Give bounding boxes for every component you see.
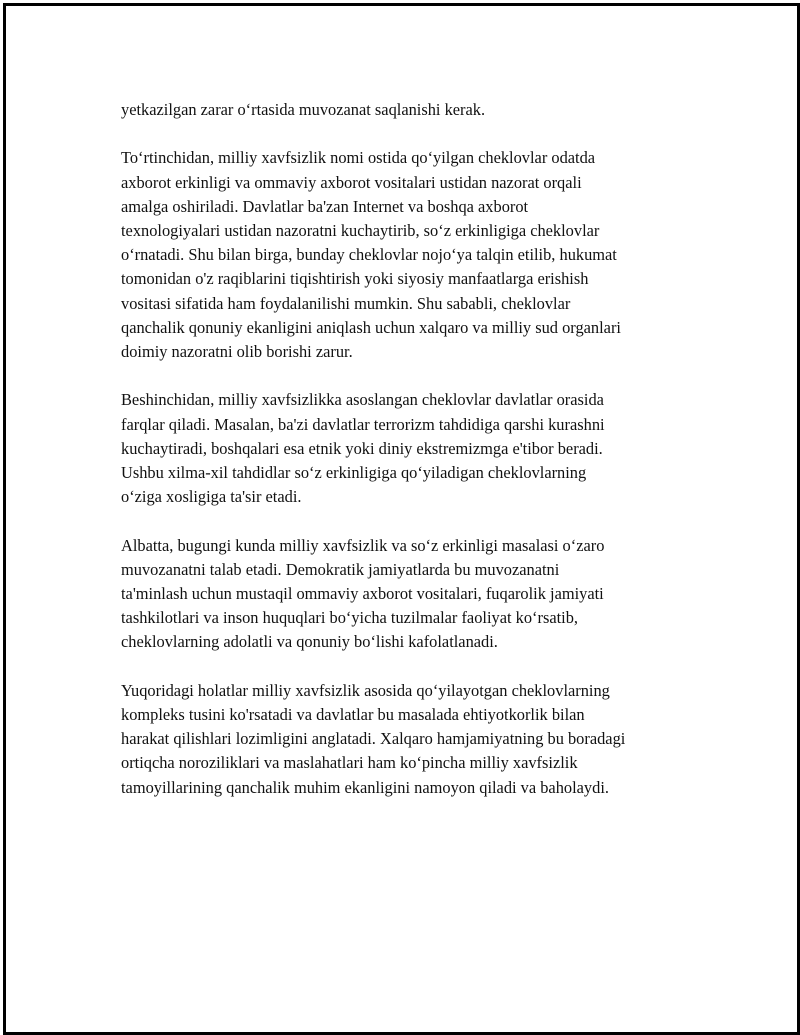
- text-line: Ushbu xilma-xil tahdidlar so‘z erkinligiga qo‘yiladigan cheklovlarning: [121, 463, 587, 483]
- text-line: muvozanatni talab etadi. Demokratik jamiyatlarda bu muvozanatni: [121, 559, 560, 579]
- text-line: o‘ziga xosligiga ta'sir etadi.: [121, 487, 302, 507]
- text-line: kompleks tusini ko'rsatadi va davlatlar bu masalada ehtiyotkorlik bilan: [121, 705, 585, 725]
- paragraph-2: [121, 146, 721, 364]
- text-line: tomonidan o'z raqiblarini tiqishtirish yoki siyosiy manfaatlarga erishish: [121, 269, 589, 289]
- paragraph-1: [121, 98, 721, 122]
- document-page: [3, 3, 800, 1035]
- text-line: doimiy nazoratni olib borishi zarur.: [121, 342, 353, 362]
- text-line: cheklovlarning adolatli va qonuniy bo‘lishi kafolatlanadi.: [121, 632, 498, 652]
- text-line: Albatta, bugungi kunda milliy xavfsizlik va so‘z erkinligi masalasi o‘zaro: [121, 535, 605, 555]
- text-line: Yuqoridagi holatlar milliy xavfsizlik asosida qo‘yilayotgan cheklovlarning: [121, 680, 610, 700]
- text-line: amalga oshiriladi. Davlatlar ba'zan Internet va boshqa axborot: [121, 196, 529, 216]
- text-line: qanchalik qonuniy ekanligini aniqlash uchun xalqaro va milliy sud organlari: [121, 317, 621, 337]
- text-line: texnologiyalari ustidan nazoratni kuchaytirib, so‘z erkinligiga cheklovlar: [121, 221, 600, 240]
- document-body: [121, 98, 721, 824]
- paragraph-4: [121, 534, 721, 655]
- text-line: kuchaytiradi, boshqalari esa etnik yoki diniy ekstremizmga e'tibor beradi.: [121, 438, 603, 458]
- paragraph-3: [121, 388, 721, 509]
- text-line: vositasi sifatida ham foydalanilishi mumkin. Shu sababli, cheklovlar: [121, 293, 571, 313]
- text-line: To‘rtinchidan, milliy xavfsizlik nomi ostida qo‘yilgan cheklovlar odatda: [121, 148, 596, 168]
- paragraph-5: [121, 679, 721, 800]
- text-line: tashkilotlari va inson huquqlari bo‘yicha tuzilmalar faoliyat ko‘rsatib,: [121, 608, 578, 628]
- text-line: ortiqcha noroziliklari va maslahatlari ham ko‘pincha milliy xavfsizlik: [121, 753, 578, 773]
- text-line: o‘rnatadi. Shu bilan birga, bunday cheklovlar nojo‘ya talqin etilib, hukumat: [121, 245, 617, 265]
- text-line: Beshinchidan, milliy xavfsizlikka asoslangan cheklovlar davlatlar orasida: [121, 390, 604, 410]
- text-line: harakat qilishlari lozimligini anglatadi. Xalqaro hamjamiyatning bu boradagi: [121, 729, 626, 749]
- text-line: ta'minlash uchun mustaqil ommaviy axborot vositalari, fuqarolik jamiyati: [121, 584, 604, 604]
- text-line: yetkazilgan zarar o‘rtasida muvozanat saqlanishi kerak.: [121, 100, 486, 119]
- text-line: farqlar qiladi. Masalan, ba'zi davlatlar terrorizm tahdidiga qarshi kurashni: [121, 414, 605, 434]
- text-line: tamoyillarining qanchalik muhim ekanligini namoyon qiladi va baholaydi.: [121, 777, 609, 797]
- text-line: axborot erkinligi va ommaviy axborot vositalari ustidan nazorat orqali: [121, 172, 582, 192]
